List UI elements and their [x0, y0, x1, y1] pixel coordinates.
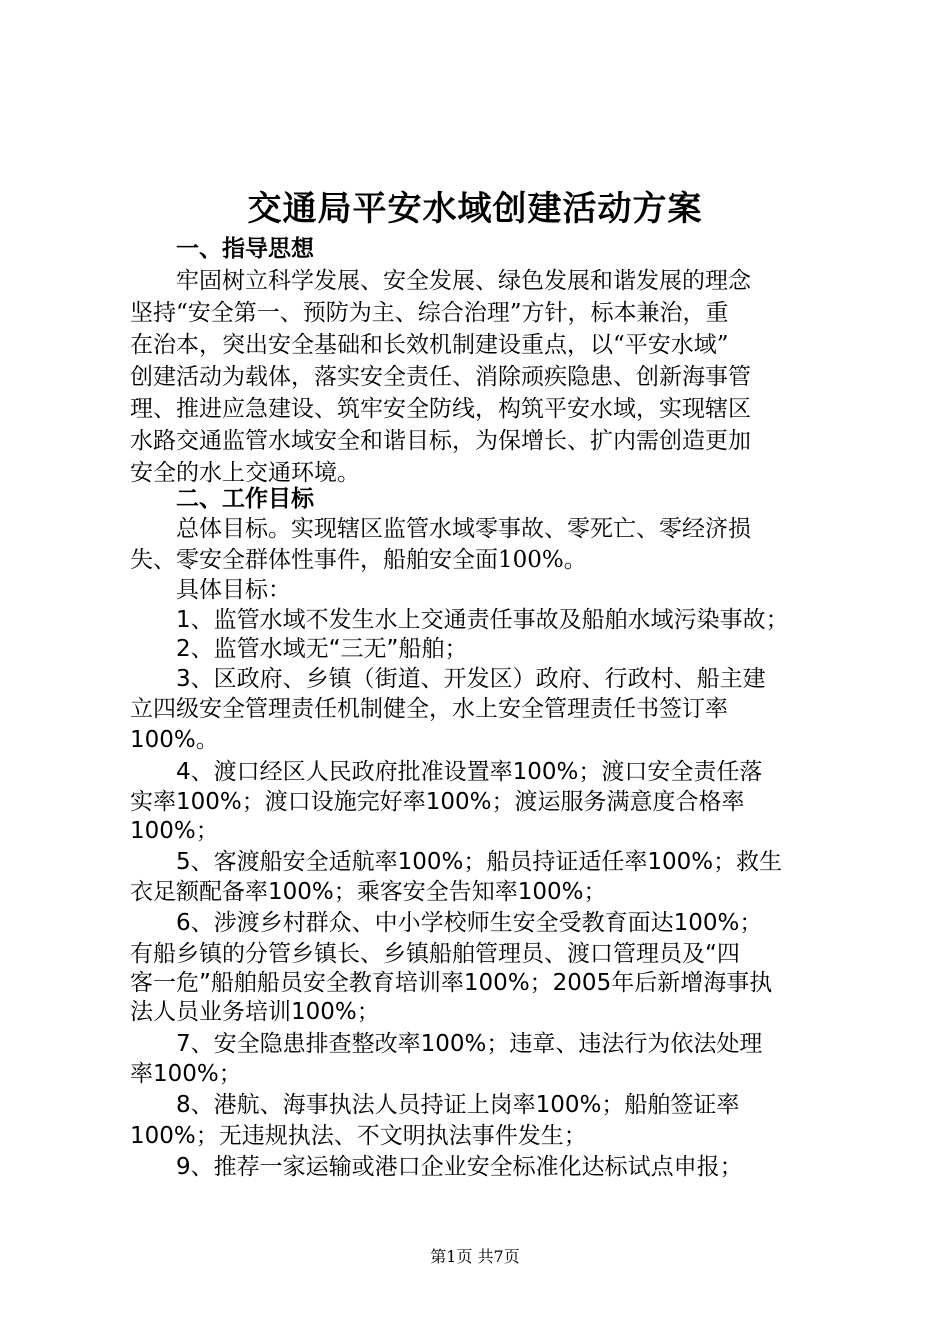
goal-item-3-cont: 立四级安全管理责任机制健全，水上安全管理责任书签订率 [130, 696, 728, 722]
page-footer: 第1页 共7页 [430, 1247, 520, 1266]
paragraph-line: 失、零安全群体性事件，船舶安全面100%。 [130, 547, 587, 573]
paragraph-line: 在治本，突出安全基础和长效机制建设重点，以“平安水域” [130, 332, 729, 358]
goal-item-3-cont: 100%。 [130, 727, 219, 753]
goal-item-5: 5、客渡船安全适航率100%；船员持证适任率100%；救生 [176, 849, 783, 875]
goal-item-8-cont: 100%；无违规执法、不文明执法事件发生； [130, 1123, 587, 1149]
section-heading-work-goals: 二、工作目标 [176, 485, 314, 512]
goal-item-3: 3、区政府、乡镇（街道、开发区）政府、行政村、船主建 [176, 666, 766, 692]
paragraph-line: 水路交通监管水域安全和谐目标，为保增长、扩内需创造更加 [130, 428, 751, 454]
goal-item-4: 4、渡口经区人民政府批准设置率100%；渡口安全责任落 [176, 759, 763, 785]
goal-item-6-cont: 法人员业务培训100%； [130, 999, 380, 1025]
goal-item-5-cont: 衣足额配备率100%；乘客安全告知率100%； [130, 879, 607, 905]
paragraph-line: 坚持“安全第一、预防为主、综合治理”方针，标本兼治，重 [130, 300, 729, 326]
paragraph-line: 具体目标： [176, 577, 291, 603]
paragraph-line: 牢固树立科学发展、安全发展、绿色发展和谐发展的理念 [176, 268, 751, 294]
goal-item-7-cont: 率100%； [130, 1061, 242, 1087]
paragraph-line: 创建活动为载体，落实安全责任、消除顽疾隐患、创新海事管 [130, 364, 751, 390]
section-heading-guiding-ideology: 一、指导思想 [176, 235, 314, 262]
goal-item-8: 8、港航、海事执法人员持证上岗率100%；船舶签证率 [176, 1092, 740, 1118]
paragraph-line: 安全的水上交通环境。 [130, 460, 360, 486]
goal-item-4-cont: 实率100%；渡口设施完好率100%；渡运服务满意度合格率 [130, 789, 745, 815]
goal-item-2: 2、监管水域无“三无”船舶； [176, 636, 468, 662]
goal-item-9: 9、推荐一家运输或港口企业安全标准化达标试点申报； [176, 1154, 743, 1180]
goal-item-1: 1、监管水域不发生水上交通责任事故及船舶水域污染事故； [176, 607, 789, 633]
goal-item-4-cont: 100%； [130, 818, 219, 844]
goal-item-6: 6、涉渡乡村群众、中小学校师生安全受教育面达100%； [176, 910, 763, 936]
goal-item-6-cont: 客一危”船舶船员安全教育培训率100%；2005年后新增海事执 [130, 970, 773, 996]
paragraph-line: 理、推进应急建设、筑牢安全防线，构筑平安水域，实现辖区 [130, 396, 751, 422]
paragraph-line: 总体目标。实现辖区监管水域零事故、零死亡、零经济损 [176, 516, 751, 542]
document-title: 交通局平安水域创建活动方案 [247, 189, 703, 229]
goal-item-7: 7、安全隐患排查整改率100%；违章、违法行为依法处理 [176, 1031, 763, 1057]
goal-item-6-cont: 有船乡镇的分管乡镇长、乡镇船舶管理员、渡口管理员及“四 [130, 941, 740, 967]
